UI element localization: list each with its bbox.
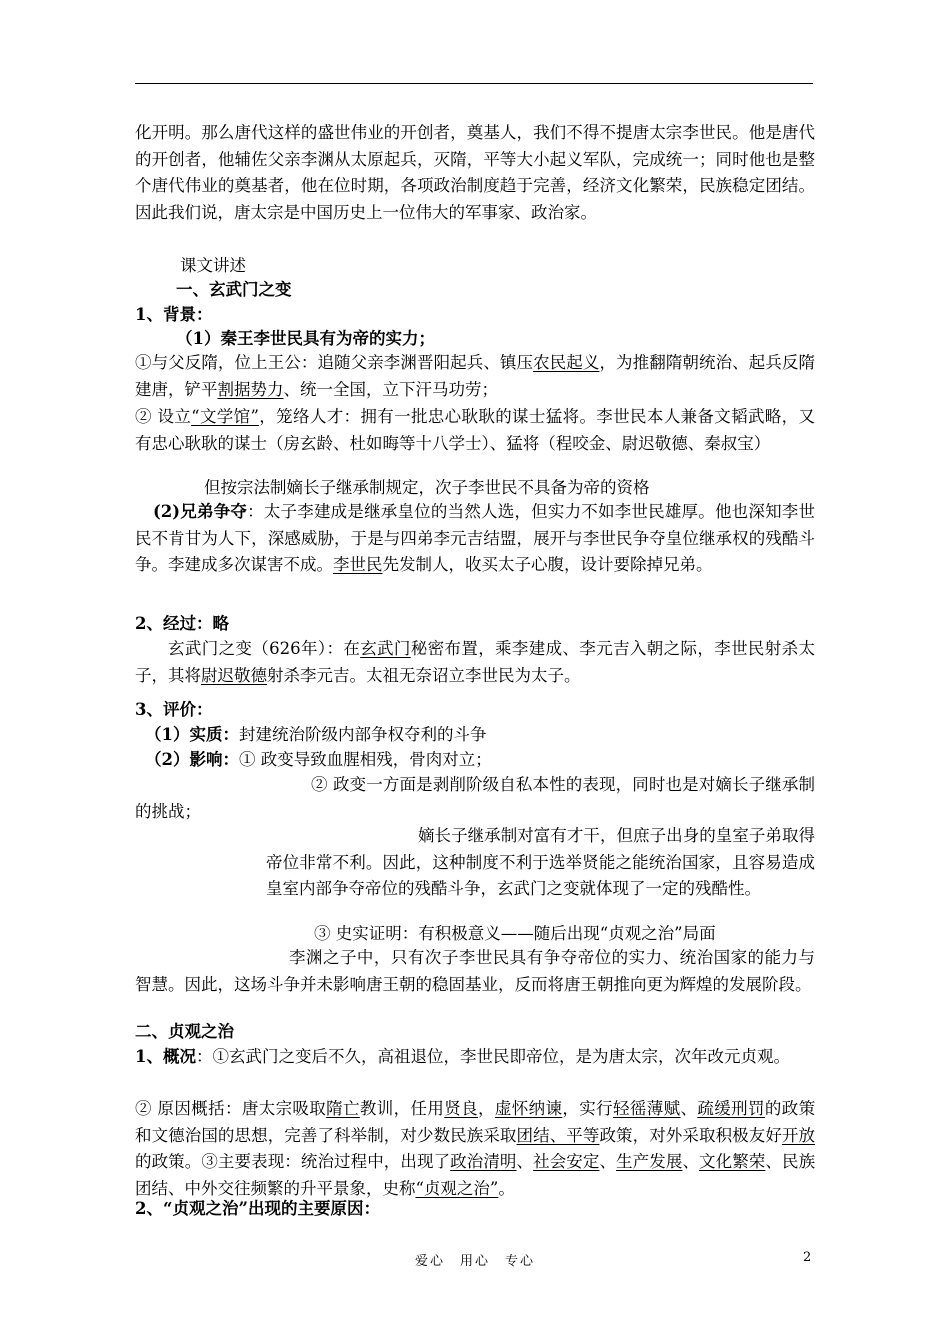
underlined-term: 隋亡 bbox=[326, 1099, 360, 1118]
subheading-strength: （1）秦王李世民具有为帝的实力； bbox=[176, 329, 435, 348]
overview-paragraph: 1、概况：①玄武门之变后不久，高祖退位，李世民即帝位，是为唐太宗，次年改元贞观。 bbox=[135, 1047, 790, 1066]
text-run: 射杀李元吉。太祖无奈诏立李世民为太子。 bbox=[267, 665, 581, 685]
text-run: 秘密布置，乘李建成、李元吉入朝之际，李世民射杀太子，其将 bbox=[135, 639, 816, 685]
impact-note: 嫡长子继承制对富有才干，但庶子出身的皇室子弟取得帝位非常不利。因此，这种制度不利于选举贤能之能统治国家，且容易造成皇室内部争夺帝位的残酷斗争，玄武门之变就体现了一定的残酷性。 bbox=[266, 826, 815, 898]
impact-point-3-note: 李渊之子中，只有次子李世民具有争夺帝位的实力、统治国家的能力与智慧。因此，这场斗争并未影响唐王朝的稳固基业，反而将唐王朝推向更为辉煌的发展阶段。 bbox=[135, 948, 815, 994]
underlined-term: 轻徭薄赋 bbox=[612, 1099, 681, 1118]
underlined-term: 疏缓刑罚 bbox=[697, 1099, 765, 1118]
underlined-term: 贤良 bbox=[444, 1099, 479, 1118]
underlined-term: 虚怀纳谏 bbox=[494, 1099, 563, 1118]
underlined-term: “贞观之治” bbox=[415, 1178, 499, 1198]
underlined-term: “文学馆” bbox=[191, 407, 259, 426]
label-overview: 1、概况 bbox=[135, 1047, 196, 1066]
evaluation-essence: （1）实质：封建统治阶级内部争权夺利的斗争 bbox=[145, 725, 487, 744]
text-run: 教训，任用 bbox=[359, 1099, 445, 1118]
underlined-term: 割据势力 bbox=[217, 379, 284, 399]
evaluation-heading: 3、评价： bbox=[135, 700, 213, 719]
text-run: 玄武门之变（626年）：在 bbox=[168, 639, 361, 658]
text-run: ①与父反隋，位上王公：追随父亲李渊晋阳起兵、镇压 bbox=[135, 353, 534, 372]
section-2-title: 二、贞观之治 bbox=[135, 1022, 234, 1041]
text-run: 、 bbox=[516, 1152, 534, 1171]
background-heading: 1、背景： bbox=[135, 305, 213, 324]
underlined-term: 政治清明 bbox=[450, 1152, 517, 1171]
underlined-term: 生产发展 bbox=[616, 1152, 683, 1171]
underlined-term: 开放 bbox=[781, 1125, 816, 1145]
page-number: 2 bbox=[803, 1250, 812, 1265]
lesson-label: 课文讲述 bbox=[180, 256, 246, 275]
underlined-term: 团结、平等 bbox=[516, 1125, 600, 1145]
text-run: ② 设立 bbox=[135, 407, 192, 426]
underlined-term: 社会安定 bbox=[533, 1152, 600, 1171]
text-run: 。 bbox=[498, 1178, 515, 1198]
label-essence: （1）实质： bbox=[145, 725, 239, 744]
text-run: 、 bbox=[680, 1099, 698, 1118]
reason-paragraph bbox=[135, 1096, 815, 1202]
text-run: 政策，对外采取积极友好 bbox=[599, 1125, 782, 1145]
intro-paragraph: 化开明。那么唐代这样的盛世伟业的开创者，奠基人，我们不得不提唐太宗李世民。他是唐代的开创者，他辅佐父亲李渊从太原起兵，灭隋，平等大小起义军队，完成统一；同时他也是整个唐代伟业的奠基者，他在位时期，各项政治制度趋于完善，经济文化繁荣，民族稳定团结。因此我们说，唐太宗是中国历史上一位伟大的军事家、政治家。 bbox=[135, 123, 815, 222]
text-run: ， bbox=[478, 1099, 495, 1118]
underlined-term: 玄武门 bbox=[360, 639, 411, 658]
footer-motto: 爱心 用心 专心 bbox=[414, 1254, 535, 1269]
item-2 bbox=[135, 404, 815, 457]
impact-point-3: ③ 史实证明：有积极意义——随后出现“贞观之治”局面 bbox=[314, 924, 716, 943]
text-run: 的政策。③主要表现：统治过程中，出现了 bbox=[135, 1152, 451, 1171]
text-run: 、 bbox=[682, 1152, 700, 1171]
process-paragraph bbox=[135, 636, 815, 689]
process-heading: 2、经过：略 bbox=[135, 614, 229, 633]
impact-point-2: ② 政变一方面是剥削阶级自私本性的表现，同时也是对嫡长子继承制的挑战； bbox=[135, 775, 815, 821]
text-run: 、统一全国，立下汗马功劳； bbox=[283, 379, 498, 399]
text-run: 、民族团结、中外交往频繁的升平景象，史称 bbox=[135, 1152, 816, 1198]
underlined-term: 文化繁荣 bbox=[699, 1152, 766, 1171]
text-run: 的政策和文德治国的思想，完善了科举制，对少数民族采取 bbox=[135, 1099, 816, 1145]
item-1 bbox=[135, 350, 815, 403]
question-2-heading: 2、“贞观之治”出现的主要原因： bbox=[135, 1199, 380, 1218]
intro-block bbox=[135, 120, 815, 226]
text-run: ，笼络人才：拥有一批忠心耿耿的谋士猛将。李世民本人兼备文韬武略，又有忠心耿耿的谋士（房玄龄、杜如晦等十八学士）、猛将（程咬金、尉迟敬德、秦叔宝） bbox=[135, 407, 816, 453]
text-run: 、 bbox=[599, 1152, 617, 1171]
underlined-term: 农民起义 bbox=[533, 353, 600, 372]
underlined-term: 李世民 bbox=[333, 555, 383, 574]
text-run: ② 原因概括：唐太宗吸取 bbox=[135, 1099, 327, 1118]
eligibility-note: 但按宗法制嫡长子继承制规定，次子李世民不具备为帝的资格 bbox=[204, 478, 650, 497]
header-rule bbox=[135, 83, 813, 84]
text-run: ，实行 bbox=[562, 1099, 613, 1118]
section-1-title: 一、玄武门之变 bbox=[176, 280, 292, 299]
text-run: ：太子李建成是继承皇位的当然人选，但实力不如李世民雄厚。他也深知李世民不肯甘为人下，深感威胁，于是与四弟李元吉结盟，展开与李世民争夺皇位继承权的残酷斗争。李建成多次谋害不成。 bbox=[135, 502, 815, 574]
label-impact: （2）影响： bbox=[145, 750, 239, 769]
underlined-term: 尉迟敬德 bbox=[201, 665, 267, 685]
brothers-paragraph bbox=[135, 499, 815, 579]
evaluation-impact: （2）影响：① 政变导致血腥相残，骨肉对立； bbox=[145, 750, 492, 769]
subheading-brothers: (2)兄弟争夺 bbox=[153, 502, 248, 521]
text-run: 先发制人，收买太子心腹，设计要除掉兄弟。 bbox=[382, 555, 713, 574]
text-run: ，为推翻隋朝统治、起兵反隋建唐，铲平 bbox=[135, 353, 816, 399]
